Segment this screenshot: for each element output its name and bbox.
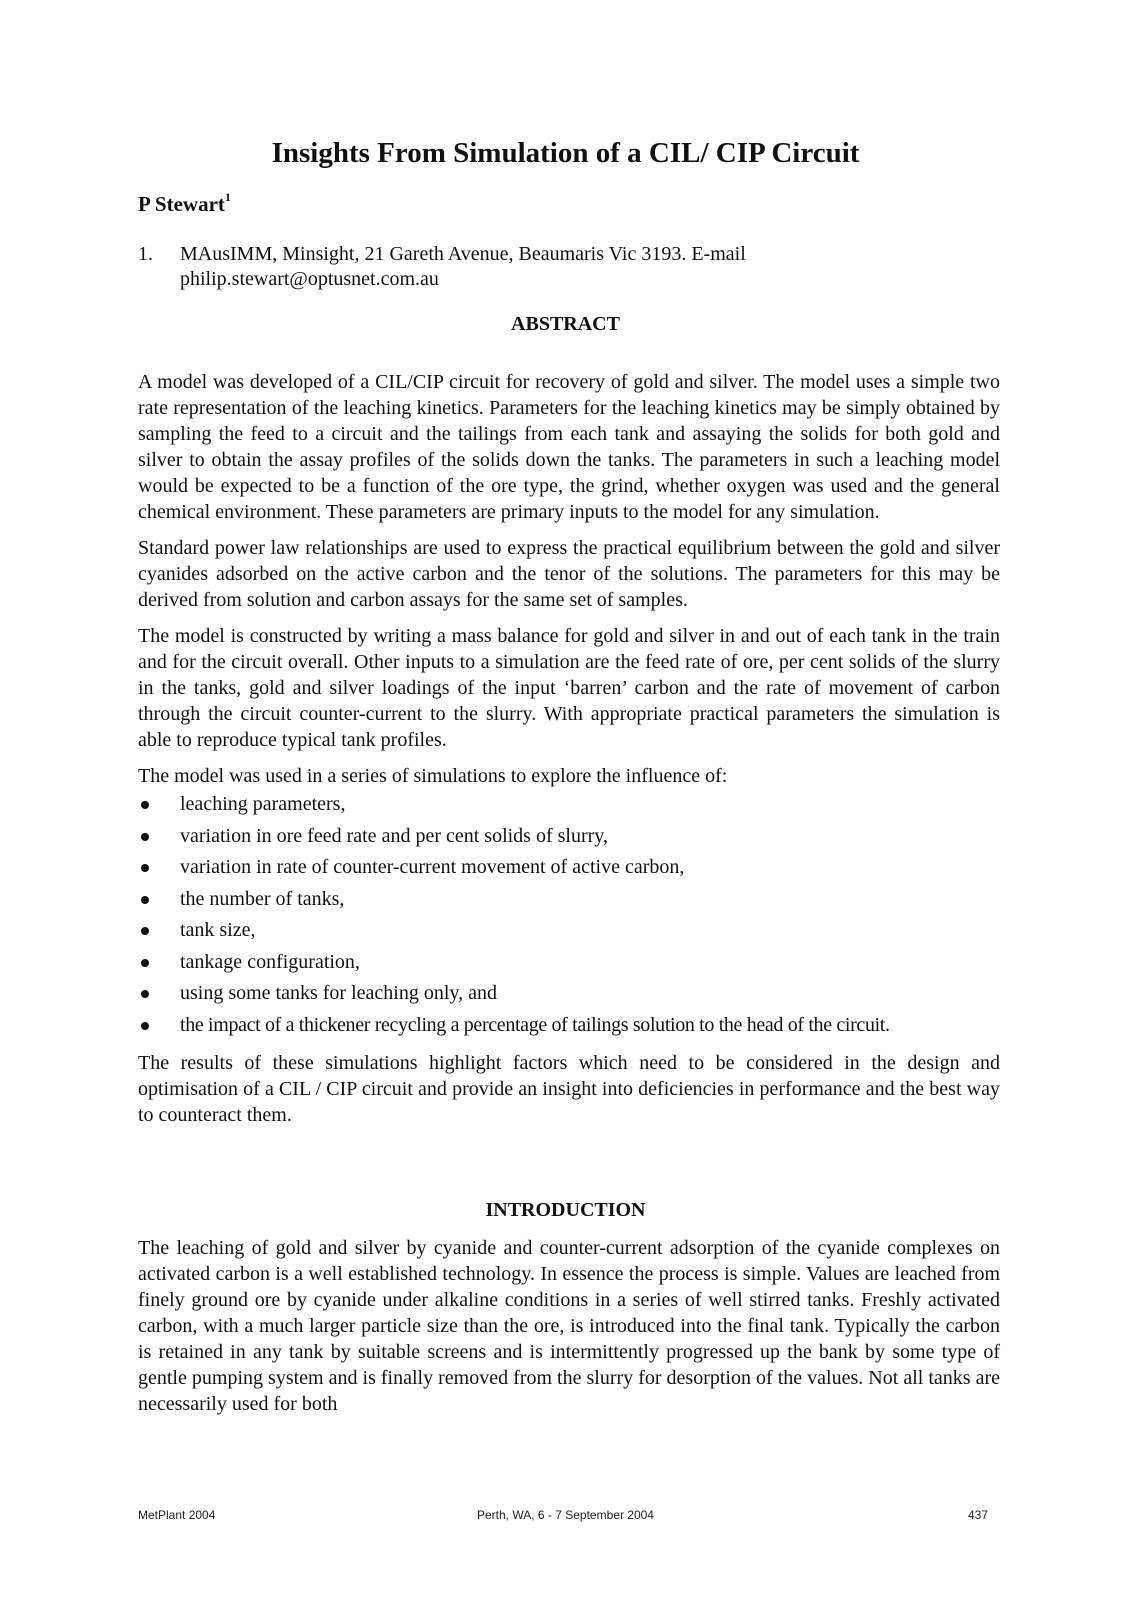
influence-list — [138, 789, 1000, 1041]
introduction-paragraph: The leaching of gold and silver by cyanide and counter-current adsorption of the cyanide complexes on activated carbon is a well established technology. In essence the process is simple. Values are leached from finely ground ore by cyanide under alkaline conditions in a series of well stirred tanks. Freshly activated carbon, with a much larger particle size than the ore, is introduced into the final tank. Typically the carbon is retained in any tank by suitable screens and is intermittently progressed up the bank by some type of gentle pumping system and is finally removed from the slurry for desorption of the values. Not all tanks are necessarily used for both — [138, 1237, 1000, 1415]
bullet-icon — [141, 990, 149, 998]
list-item: leaching parameters, — [138, 789, 1000, 821]
bullet-icon — [141, 896, 149, 904]
list-item: tankage configuration, — [138, 947, 1000, 979]
abstract-closing: The results of these simulations highlight factors which need to be considered in the design and optimisation of a CIL / CIP circuit and provide an insight into deficiencies in performance and the best way to counteract them. — [138, 1052, 1000, 1126]
affiliation-address: MAusIMM, Minsight, 21 Gareth Avenue, Beaumaris Vic 3193. E-mail — [180, 243, 746, 265]
list-item: the number of tanks, — [138, 884, 1000, 916]
introduction-heading: INTRODUCTION — [485, 1199, 646, 1221]
footer-location-date: Perth, WA, 6 - 7 September 2004 — [477, 1508, 654, 1522]
bullet-icon — [141, 864, 149, 872]
list-item: tank size, — [138, 915, 1000, 947]
abstract-heading: ABSTRACT — [511, 313, 620, 335]
list-item: variation in ore feed rate and per cent solids of slurry, — [138, 821, 1000, 853]
abstract-paragraph: Standard power law relationships are used to express the practical equilibrium between the gold and silver cyanides adsorbed on the active carbon and the tenor of the solutions. The parameters for this may be derived from solution and carbon assays for the same set of samples. — [138, 537, 1000, 611]
introduction-body — [138, 1235, 1000, 1427]
bullet-icon — [141, 1022, 149, 1030]
bullet-icon — [141, 959, 149, 967]
author-name: P Stewart — [138, 192, 225, 216]
list-item: variation in rate of counter-current movement of active carbon, — [138, 852, 1000, 884]
list-item: using some tanks for leaching only, and — [138, 978, 1000, 1010]
author-line — [138, 191, 231, 217]
list-item: the impact of a thickener recycling a percentage of tailings solution to the head of the circuit. — [138, 1010, 1000, 1042]
page-footer — [0, 1508, 1131, 1528]
bullet-icon — [141, 927, 149, 935]
bullet-icon — [141, 833, 149, 841]
abstract-body — [138, 369, 1000, 1138]
bullet-icon — [141, 801, 149, 809]
author-affiliation-marker: 1 — [224, 190, 231, 204]
abstract-paragraph: The model is constructed by writing a mass balance for gold and silver in and out of each tank in the train and for the circuit overall. Other inputs to a simulation are the feed rate of ore, per cent solids of the slurry in the tanks, gold and silver loadings of the input ‘barren’ carbon and the rate of movement of carbon through the circuit counter-current to the slurry. With appropriate practical parameters the simulation is able to reproduce typical tank profiles. — [138, 625, 1000, 751]
affiliation-email: philip.stewart@optusnet.com.au — [180, 268, 439, 290]
affiliation — [138, 242, 998, 292]
paper-title: Insights From Simulation of a CIL/ CIP Circuit — [271, 137, 860, 169]
affiliation-number: 1. — [138, 243, 153, 265]
footer-conference: MetPlant 2004 — [138, 1508, 216, 1522]
page-number: 437 — [967, 1508, 988, 1522]
abstract-list-intro: The model was used in a series of simulations to explore the influence of: — [138, 765, 728, 787]
abstract-paragraph: A model was developed of a CIL/CIP circuit for recovery of gold and silver. The model uses a simple two rate representation of the leaching kinetics. Parameters for the leaching kinetics may be simply obtained by sampling the feed to a circuit and the tailings from each tank and assaying the solids for both gold and silver to obtain the assay profiles of the solids down the tanks. The parameters in such a leaching model would be expected to be a function of the ore type, the grind, whether oxygen was used and the general chemical environment. These parameters are primary inputs to the model for any simulation. — [138, 371, 1000, 523]
